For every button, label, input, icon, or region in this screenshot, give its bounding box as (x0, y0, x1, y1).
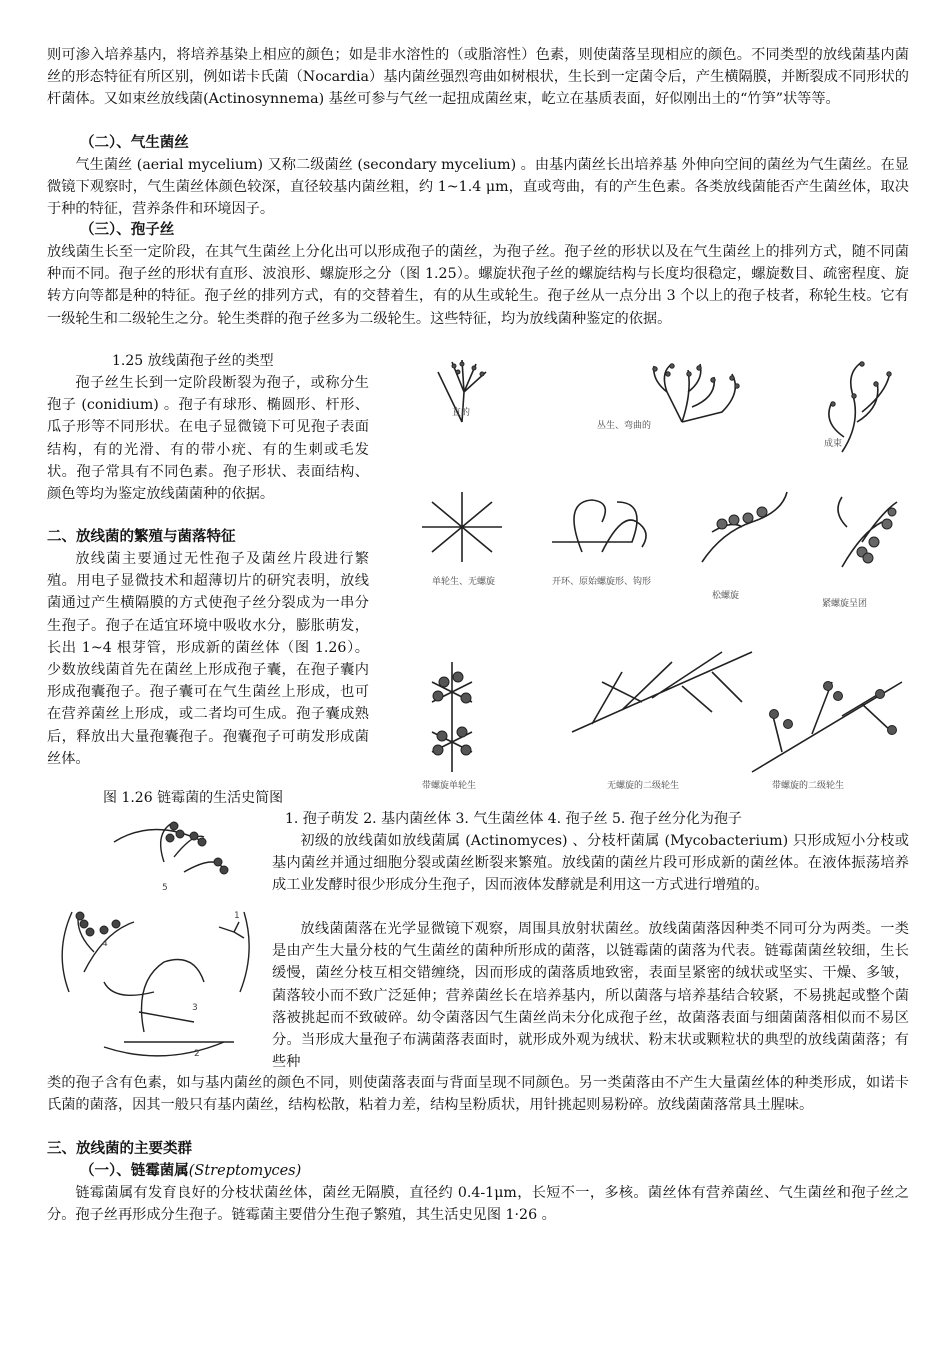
stage-3: 3 (192, 1003, 198, 1013)
label-bundle: 成束 (824, 439, 843, 449)
label-spiral-whorl: 带螺旋单轮生 (422, 781, 477, 791)
label-straight: 直的 (452, 408, 471, 418)
label-clustered: 丛生、弯曲的 (597, 421, 652, 431)
aerial-mycelium-paragraph: 气生菌丝 (aerial mycelium) 又称二级菌丝 (secondary mycelium) 。由基内菌丝长出培养基 外伸向空间的菌丝为气生菌丝。在显微镜下观察时，气生菌丝体颜色较深，直径较基内菌丝粗，约 1~1.4 μm，直或弯曲，有的产生色素。各类放线菌能否产生菌丝体，取决于种的特征，营养条件和环境因子。 (47, 157, 909, 218)
streptomyces-life-cycle-illustration (44, 812, 272, 1072)
spore-hyphae-paragraph: 放线菌生长至一定阶段，在其气生菌丝上分化出可以形成孢子的菌丝，为孢子丝。孢子丝的形状以及在气生菌丝上的排列方式，随不同菌种而不同。孢子丝的形状有直形、波浪形、螺旋形之分（图 1.25）。螺旋状孢子丝的螺旋结构与长度均很稳定，螺旋数目、疏密程度、旋 转方向等都是种的特征。孢子丝的排列方式，有的交替着生，有的从生或轮生。孢子丝从一点分出 3 个以上的孢子枝者，称轮生枝。它有一级轮生和二级轮生之分。轮生类群的孢子丝多为二级轮生。这些特征，均为放线菌种鉴定的依据。 (47, 244, 909, 327)
section-heading-main-groups: 三、放线菌的主要类群 (47, 1141, 192, 1157)
primitive-actinomycetes-paragraph: 初级的放线菌如放线菌属 (Actinomyces) 、分枝杆菌属 (Mycobacterium) 只形成短小分枝或基内菌丝并通过细胞分裂或菌丝断裂来繁殖。放线菌的菌丝片段可形成新的菌丝体。在液体振荡培养成工业发酵时很少形成分生孢子，因而液体发酵就是利用这一方式进行增殖的。 (272, 833, 909, 894)
colony-paragraph-continued: 类的孢子含有色素，如与基内菌丝的颜色不同，则使菌落表面与背面呈现不同颜色。另一类菌落由不产生大量菌丝体的种类形成，如诺卡氏菌的菌落，因其一般只有基内菌丝，结构松散，粘着力差，结构呈粉质状，用针挑起则易粉碎。放线菌菌落常具土腥味。 (47, 1075, 909, 1114)
fig-1-25-caption: 1.25 放线菌孢子丝的类型 (112, 353, 274, 369)
fig-1-26-legend: 1. 孢子萌发 2. 基内菌丝体 3. 气生菌丝体 4. 孢子丝 5. 孢子丝分化为孢子 (285, 811, 742, 827)
stage-4: 4 (102, 939, 108, 949)
streptomyces-latin-name: (Streptomyces) (188, 1163, 302, 1179)
reproduction-paragraph: 放线菌主要通过无性孢子及菌丝片段进行繁殖。用电子显微技术和超薄切片的研究表明，放线菌通过产生横隔膜的方式使孢子丝分裂成为一串分生孢子。孢子在适宜环境中吸收水分，膨胀萌发，长出 1~4 根芽管，形成新的菌丝体（图 1.26）。少数放线菌首先在菌丝上形成孢子囊，在孢子囊内形成孢囊孢子。孢子囊可在气生菌丝上形成，也可在营养菌丝上形成，或二者均可生成。孢子囊成熟后，释放出大量孢囊孢子。孢囊孢子可萌发形成菌丝体。 (47, 551, 369, 767)
label-open-loop: 开环、原始螺旋形、钩形 (552, 577, 652, 587)
section-heading-spore-hyphae: （三）、孢子丝 (80, 222, 175, 238)
fig-1-26-caption: 图 1.26 链霉菌的生活史简图 (103, 790, 284, 806)
label-nonspiral-2whorl: 无螺旋的二级轮生 (607, 781, 680, 791)
section-heading-aerial-mycelium: （二）、气生菌丝 (80, 135, 189, 151)
figure-1-25 (392, 352, 912, 800)
streptomyces-paragraph: 链霉菌属有发育良好的分枝状菌丝体，菌丝无隔膜，直径约 0.4-1μm，长短不一，多核。菌丝体有营养菌丝、气生菌丝和孢子丝之分。孢子丝再形成分生孢子。链霉菌主要借分生孢子繁殖，其生活史见图 1·26 。 (47, 1185, 909, 1224)
label-tight-spiral: 紧螺旋呈团 (822, 599, 868, 609)
colony-paragraph: 放线菌菌落在光学显微镜下观察，周围具放射状菌丝。放线菌菌落因种类不同可分为两类。一类是由产生大量分枝的气生菌丝的菌种所形成的菌落，以链霉菌的菌落为代表。链霉菌菌丝较细，生长缓慢，菌丝分枝互相交错缠绕，因而形成的菌落质地致密，表面呈紧密的绒状或坚实、干燥、多皱，菌落较小而不致广泛延伸；营养菌丝长在培养基内，所以菌落与培养基结合较紧，不易挑起或整个菌落被挑起而不致破碎。幼令菌落因气生菌丝尚未分化成孢子丝，故菌落表面与细菌菌落相似而不易区分。当形成大量孢子布满菌落表面时，就形成外观为绒状、粉末状或颗粒状的典型的放线菌菌落；有些种 (272, 921, 909, 1071)
spore-shape-paragraph: 孢子丝生长到一定阶段断裂为孢子，或称分生孢子 (conidium) 。孢子有球形、椭圆形、杆形、瓜子形等不同形状。在电子显微镜下可见孢子表面结构，有的光滑、有的带小疣、有的生刺或毛发状。孢子常具有不同色素。孢子形状、表面结构、颜色等均为鉴定放线菌菌种的依据。 (47, 375, 369, 503)
label-loose-spiral: 松螺旋 (712, 591, 740, 601)
stage-2: 2 (194, 1049, 200, 1059)
section-heading-streptomyces (80, 1160, 301, 1182)
figure-1-26 (44, 812, 272, 1072)
intro-paragraph: 则可渗入培养基内，将培养基染上相应的颜色；如是非水溶性的（或脂溶性）色素，则使菌落呈现相应的颜色。不同类型的放线菌基内菌丝的形态特征有所区别，例如诺卡氏菌（Nocardia）基内菌丝强烈弯曲如树根状，生长到一定菌令后，产生横隔膜，并断裂成不同形状的杆菌体。又如束丝放线菌(Actinosynnema) 基丝可参与气丝一起扭成菌丝束，屹立在基质表面，好似刚出土的“竹笋”状等等。 (47, 47, 909, 108)
label-spiral-2whorl: 带螺旋的二级轮生 (772, 781, 845, 791)
stage-1: 1 (234, 911, 240, 921)
stage-5: 5 (162, 883, 168, 893)
section-heading-reproduction: 二、放线菌的繁殖与菌落特征 (47, 529, 236, 545)
streptomyces-heading-text: （一）、链霉菌属 (80, 1163, 189, 1179)
label-single-whorl: 单轮生、无螺旋 (432, 577, 496, 587)
spore-hyphae-types-illustration (392, 352, 912, 800)
